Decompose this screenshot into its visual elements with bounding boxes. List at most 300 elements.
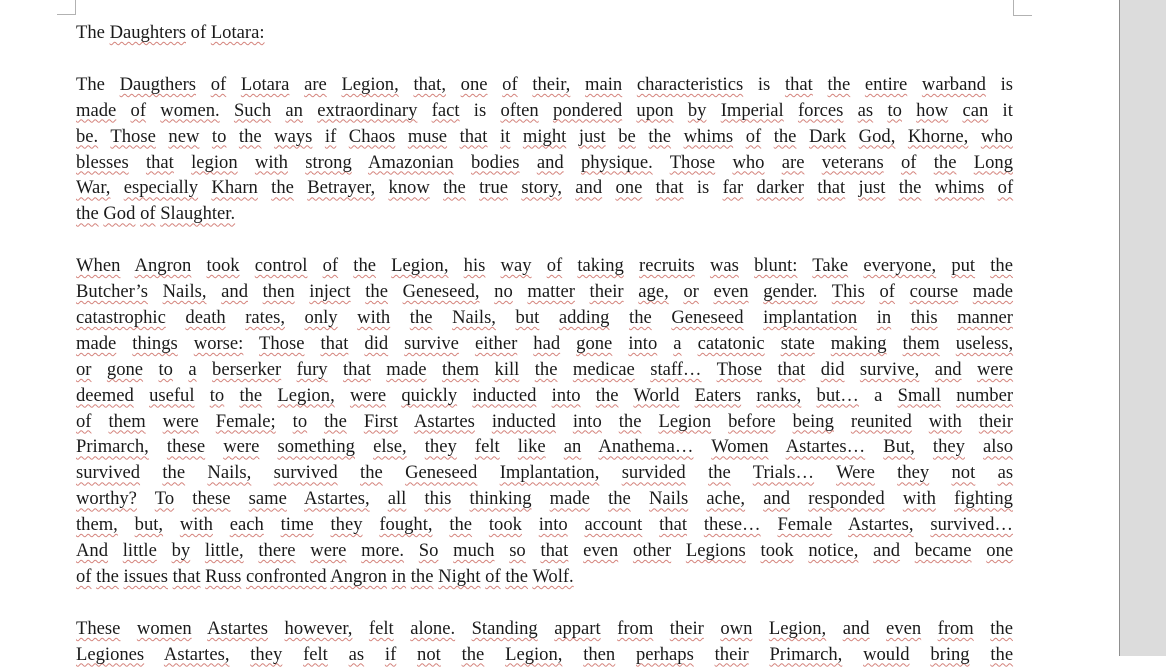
misspelled-word[interactable]: worthy?: [76, 488, 137, 510]
misspelled-word[interactable]: Angron: [330, 566, 387, 587]
misspelled-word[interactable]: Those: [669, 151, 716, 173]
misspelled-word[interactable]: that: [342, 358, 371, 380]
misspelled-word[interactable]: When: [76, 255, 121, 277]
misspelled-word[interactable]: felt: [303, 643, 328, 665]
word[interactable]: The: [76, 22, 105, 43]
misspelled-word[interactable]: survived: [76, 462, 141, 484]
misspelled-word[interactable]: who: [980, 125, 1013, 147]
word[interactable]: of: [190, 22, 207, 43]
misspelled-word[interactable]: they: [897, 462, 930, 484]
misspelled-word[interactable]: age,: [638, 281, 669, 303]
misspelled-word[interactable]: bring: [930, 643, 970, 665]
misspelled-word[interactable]: World: [633, 384, 680, 406]
misspelled-word[interactable]: know: [388, 177, 430, 199]
misspelled-word[interactable]: and: [873, 540, 901, 562]
misspelled-word[interactable]: became: [914, 540, 972, 562]
misspelled-word[interactable]: the: [990, 255, 1013, 277]
misspelled-word[interactable]: And: [76, 540, 109, 562]
misspelled-word[interactable]: Implantation,: [499, 462, 600, 484]
misspelled-word[interactable]: But,: [883, 436, 915, 458]
misspelled-word[interactable]: but,: [134, 514, 164, 536]
misspelled-word[interactable]: Legion,: [391, 255, 449, 277]
misspelled-word[interactable]: their: [714, 643, 749, 665]
misspelled-word[interactable]: with: [928, 410, 962, 432]
text-line[interactable]: [76, 616, 1013, 642]
misspelled-word[interactable]: extraordinary: [317, 99, 418, 121]
misspelled-word[interactable]: issues: [123, 566, 168, 587]
misspelled-word[interactable]: just: [578, 125, 606, 147]
misspelled-word[interactable]: as: [348, 643, 365, 665]
misspelled-word[interactable]: survive,: [859, 358, 920, 380]
misspelled-word[interactable]: this: [424, 488, 452, 510]
misspelled-word[interactable]: kill: [494, 358, 520, 380]
misspelled-word[interactable]: everyone,: [863, 255, 937, 277]
misspelled-word[interactable]: of: [322, 255, 339, 277]
misspelled-word[interactable]: survived…: [930, 514, 1014, 536]
misspelled-word[interactable]: way: [500, 255, 532, 277]
misspelled-word[interactable]: that: [777, 358, 806, 380]
misspelled-word[interactable]: notice,: [808, 540, 859, 562]
misspelled-word[interactable]: making: [830, 332, 887, 354]
misspelled-word[interactable]: the: [410, 566, 434, 587]
misspelled-word[interactable]: made: [386, 358, 427, 380]
misspelled-word[interactable]: them: [902, 332, 940, 354]
misspelled-word[interactable]: or: [683, 281, 699, 303]
misspelled-word[interactable]: Slaughter.: [160, 203, 236, 225]
misspelled-word[interactable]: Daughters: [109, 22, 186, 43]
misspelled-word[interactable]: gone: [106, 358, 144, 380]
misspelled-word[interactable]: gone: [576, 332, 613, 354]
misspelled-word[interactable]: of: [210, 73, 227, 95]
misspelled-word[interactable]: took: [206, 255, 240, 277]
misspelled-word[interactable]: their: [589, 281, 624, 303]
misspelled-word[interactable]: they: [932, 436, 965, 458]
misspelled-word[interactable]: in: [876, 306, 892, 328]
misspelled-word[interactable]: each: [229, 514, 264, 536]
document-heading[interactable]: [76, 20, 1013, 46]
misspelled-word[interactable]: with: [357, 306, 391, 328]
misspelled-word[interactable]: responded: [808, 488, 885, 510]
misspelled-word[interactable]: from: [937, 617, 974, 639]
misspelled-word[interactable]: who: [732, 151, 765, 173]
misspelled-word[interactable]: recruits: [639, 255, 695, 277]
misspelled-word[interactable]: These: [76, 617, 121, 639]
misspelled-word[interactable]: far: [722, 177, 744, 199]
misspelled-word[interactable]: Those: [259, 332, 305, 354]
misspelled-word[interactable]: might: [522, 125, 567, 147]
misspelled-word[interactable]: their: [978, 410, 1013, 432]
misspelled-word[interactable]: especially: [123, 177, 199, 199]
misspelled-word[interactable]: the: [648, 125, 672, 147]
misspelled-word[interactable]: This: [831, 281, 865, 303]
misspelled-word[interactable]: but: [515, 306, 540, 328]
misspelled-word[interactable]: Primarch,: [76, 436, 149, 458]
misspelled-word[interactable]: the: [96, 566, 119, 587]
misspelled-word[interactable]: the: [76, 203, 99, 225]
misspelled-word[interactable]: the: [324, 410, 347, 432]
misspelled-word[interactable]: often: [500, 99, 539, 121]
misspelled-word[interactable]: that: [459, 125, 488, 147]
misspelled-word[interactable]: being: [792, 410, 834, 432]
misspelled-word[interactable]: state: [780, 332, 815, 354]
misspelled-word[interactable]: Night: [438, 566, 481, 587]
misspelled-word[interactable]: upon: [636, 99, 674, 121]
misspelled-word[interactable]: strong: [305, 151, 352, 173]
misspelled-word[interactable]: into: [572, 410, 602, 432]
misspelled-word[interactable]: worse:: [193, 332, 244, 354]
misspelled-word[interactable]: the: [360, 462, 383, 484]
misspelled-word[interactable]: Nails,: [207, 462, 252, 484]
misspelled-word[interactable]: were: [223, 436, 260, 458]
misspelled-word[interactable]: Were: [836, 462, 875, 484]
misspelled-word[interactable]: that: [784, 73, 813, 95]
word[interactable]: is: [473, 99, 487, 121]
misspelled-word[interactable]: main: [585, 73, 623, 95]
text-line[interactable]: [76, 409, 1013, 435]
misspelled-word[interactable]: number: [956, 384, 1014, 406]
misspelled-word[interactable]: that: [655, 177, 684, 199]
misspelled-word[interactable]: forces: [797, 99, 844, 121]
misspelled-word[interactable]: and: [763, 488, 791, 510]
misspelled-word[interactable]: put: [951, 255, 976, 277]
misspelled-word[interactable]: of: [485, 566, 501, 587]
text-line[interactable]: [76, 434, 1013, 460]
misspelled-word[interactable]: Kharn: [211, 177, 258, 199]
misspelled-word[interactable]: Dark: [808, 125, 847, 147]
misspelled-word[interactable]: Legiones: [76, 643, 145, 665]
misspelled-word[interactable]: Lotara:: [210, 22, 265, 43]
misspelled-word[interactable]: berserker: [212, 358, 282, 380]
misspelled-word[interactable]: like: [517, 436, 546, 458]
misspelled-word[interactable]: these…: [703, 514, 761, 536]
misspelled-word[interactable]: made: [76, 332, 117, 354]
misspelled-word[interactable]: own: [720, 617, 753, 639]
misspelled-word[interactable]: made: [549, 488, 590, 510]
misspelled-word[interactable]: or: [76, 358, 92, 380]
misspelled-word[interactable]: did: [364, 332, 389, 354]
misspelled-word[interactable]: the: [898, 177, 922, 199]
misspelled-word[interactable]: it: [500, 125, 511, 147]
misspelled-word[interactable]: things: [132, 332, 178, 354]
misspelled-word[interactable]: the: [443, 177, 466, 199]
misspelled-word[interactable]: even: [886, 617, 922, 639]
misspelled-word[interactable]: confronted: [246, 566, 327, 587]
text-line[interactable]: [76, 357, 1013, 383]
misspelled-word[interactable]: the: [618, 410, 642, 432]
misspelled-word[interactable]: and: [221, 281, 248, 303]
misspelled-word[interactable]: Primarch,: [769, 643, 843, 665]
misspelled-word[interactable]: Legion: [658, 410, 712, 432]
text-line[interactable]: [76, 538, 1013, 564]
misspelled-word[interactable]: course: [909, 281, 959, 303]
misspelled-word[interactable]: medicae: [572, 358, 635, 380]
misspelled-word[interactable]: from: [617, 617, 654, 639]
misspelled-word[interactable]: inducted: [491, 410, 556, 432]
misspelled-word[interactable]: that: [659, 514, 688, 536]
word[interactable]: is: [1000, 73, 1014, 95]
misspelled-word[interactable]: Long: [973, 151, 1013, 173]
misspelled-word[interactable]: of: [879, 281, 895, 303]
text-line[interactable]: [76, 279, 1013, 305]
misspelled-word[interactable]: thinking: [469, 488, 532, 510]
misspelled-word[interactable]: legion: [191, 151, 238, 173]
misspelled-word[interactable]: inducted: [472, 384, 537, 406]
misspelled-word[interactable]: deemed: [76, 384, 134, 406]
misspelled-word[interactable]: however,: [284, 617, 353, 639]
misspelled-word[interactable]: useless,: [955, 332, 1014, 354]
misspelled-word[interactable]: staff…: [650, 358, 702, 380]
misspelled-word[interactable]: fought,: [379, 514, 433, 536]
misspelled-word[interactable]: that: [320, 332, 349, 354]
misspelled-word[interactable]: little: [122, 540, 157, 562]
misspelled-word[interactable]: Those: [716, 358, 763, 380]
misspelled-word[interactable]: and: [536, 151, 564, 173]
text-line[interactable]: [76, 383, 1013, 409]
misspelled-word[interactable]: the: [505, 566, 529, 587]
misspelled-word[interactable]: the: [162, 462, 186, 484]
misspelled-word[interactable]: Legion,: [277, 384, 335, 406]
misspelled-word[interactable]: fighting: [954, 488, 1013, 510]
misspelled-word[interactable]: into: [538, 514, 568, 536]
text-line[interactable]: [76, 305, 1013, 331]
misspelled-word[interactable]: if: [384, 643, 397, 665]
misspelled-word[interactable]: can: [962, 99, 989, 121]
misspelled-word[interactable]: new: [168, 125, 200, 147]
text-line[interactable]: [76, 512, 1013, 538]
misspelled-word[interactable]: and: [934, 358, 962, 380]
misspelled-word[interactable]: blesses: [76, 151, 129, 173]
misspelled-word[interactable]: ways: [274, 125, 313, 147]
misspelled-word[interactable]: with: [254, 151, 288, 173]
text-line[interactable]: [76, 486, 1013, 512]
misspelled-word[interactable]: by: [171, 540, 191, 562]
misspelled-word[interactable]: of: [900, 151, 917, 173]
misspelled-word[interactable]: with: [179, 514, 213, 536]
text-line[interactable]: [76, 642, 1013, 668]
misspelled-word[interactable]: same: [248, 488, 287, 510]
misspelled-word[interactable]: one: [986, 540, 1014, 562]
misspelled-word[interactable]: the: [365, 281, 388, 303]
misspelled-word[interactable]: entire: [864, 73, 908, 95]
misspelled-word[interactable]: they: [424, 436, 457, 458]
misspelled-word[interactable]: characteristics: [636, 73, 744, 95]
word[interactable]: a: [874, 384, 883, 406]
misspelled-word[interactable]: pondered: [552, 99, 623, 121]
misspelled-word[interactable]: Women: [711, 436, 769, 458]
misspelled-word[interactable]: even: [583, 540, 619, 562]
misspelled-word[interactable]: if: [324, 125, 337, 147]
misspelled-word[interactable]: did: [820, 358, 845, 380]
misspelled-word[interactable]: to: [209, 384, 225, 406]
misspelled-word[interactable]: catastrophic: [76, 306, 166, 328]
misspelled-word[interactable]: in: [391, 566, 407, 587]
misspelled-word[interactable]: also: [983, 436, 1013, 458]
misspelled-word[interactable]: survived: [273, 462, 338, 484]
misspelled-word[interactable]: Female: [777, 514, 833, 536]
misspelled-word[interactable]: the: [239, 384, 263, 406]
misspelled-word[interactable]: muse: [407, 125, 448, 147]
misspelled-word[interactable]: into: [551, 384, 581, 406]
text-line[interactable]: [76, 201, 1013, 227]
misspelled-word[interactable]: the: [271, 177, 294, 199]
misspelled-word[interactable]: women: [136, 617, 192, 639]
text-line[interactable]: [76, 124, 1013, 150]
misspelled-word[interactable]: of: [76, 566, 92, 587]
misspelled-word[interactable]: survided: [621, 462, 686, 484]
misspelled-word[interactable]: by: [687, 99, 707, 121]
misspelled-word[interactable]: but…: [816, 384, 859, 406]
misspelled-word[interactable]: would: [863, 643, 910, 665]
misspelled-word[interactable]: Small: [897, 384, 942, 406]
misspelled-word[interactable]: survive: [404, 332, 459, 354]
text-line[interactable]: [76, 98, 1013, 124]
misspelled-word[interactable]: of: [997, 177, 1014, 199]
misspelled-word[interactable]: fact: [431, 99, 460, 121]
misspelled-word[interactable]: his: [463, 255, 486, 277]
misspelled-word[interactable]: Nails: [648, 488, 689, 510]
misspelled-word[interactable]: made: [972, 281, 1014, 303]
misspelled-word[interactable]: the: [933, 151, 957, 173]
misspelled-word[interactable]: felt: [474, 436, 500, 458]
misspelled-word[interactable]: and: [575, 177, 603, 199]
misspelled-word[interactable]: Those: [110, 125, 156, 147]
misspelled-word[interactable]: this: [910, 306, 938, 328]
misspelled-word[interactable]: adding: [558, 306, 610, 328]
misspelled-word[interactable]: useful: [149, 384, 195, 406]
misspelled-word[interactable]: Wolf.: [532, 566, 574, 587]
misspelled-word[interactable]: as: [997, 462, 1014, 484]
misspelled-word[interactable]: of: [546, 255, 563, 277]
misspelled-word[interactable]: that: [145, 151, 174, 173]
misspelled-word[interactable]: gender.: [763, 281, 818, 303]
misspelled-word[interactable]: physique.: [580, 151, 653, 173]
text-line[interactable]: [76, 331, 1013, 357]
misspelled-word[interactable]: these: [192, 488, 231, 510]
misspelled-word[interactable]: only: [304, 306, 338, 328]
misspelled-word[interactable]: the: [990, 617, 1013, 639]
misspelled-word[interactable]: manner: [957, 306, 1013, 328]
misspelled-word[interactable]: were: [310, 540, 347, 562]
misspelled-word[interactable]: are: [781, 151, 805, 173]
misspelled-word[interactable]: little,: [204, 540, 244, 562]
misspelled-word[interactable]: the: [608, 488, 631, 510]
misspelled-word[interactable]: account: [584, 514, 643, 536]
misspelled-word[interactable]: appart: [554, 617, 601, 639]
misspelled-word[interactable]: implantation: [763, 306, 858, 328]
misspelled-word[interactable]: one: [615, 177, 643, 199]
misspelled-word[interactable]: Astartes,: [847, 514, 914, 536]
misspelled-word[interactable]: with: [902, 488, 936, 510]
misspelled-word[interactable]: a: [188, 358, 197, 380]
misspelled-word[interactable]: To: [154, 488, 175, 510]
misspelled-word[interactable]: them,: [76, 514, 118, 536]
text-line[interactable]: [76, 20, 1013, 46]
misspelled-word[interactable]: Betrayer,: [307, 177, 376, 199]
misspelled-word[interactable]: veterans: [821, 151, 884, 173]
misspelled-word[interactable]: the: [773, 125, 797, 147]
misspelled-word[interactable]: of: [502, 73, 518, 95]
misspelled-word[interactable]: Astartes,: [304, 488, 370, 510]
misspelled-word[interactable]: reunited: [850, 410, 912, 432]
misspelled-word[interactable]: matter: [527, 281, 575, 303]
misspelled-word[interactable]: either: [474, 332, 518, 354]
misspelled-word[interactable]: was: [709, 255, 739, 277]
misspelled-word[interactable]: else,: [373, 436, 407, 458]
misspelled-word[interactable]: an: [285, 99, 303, 121]
misspelled-word[interactable]: Nails,: [162, 281, 207, 303]
misspelled-word[interactable]: much: [453, 540, 495, 562]
misspelled-word[interactable]: not: [951, 462, 976, 484]
misspelled-word[interactable]: the: [708, 462, 731, 484]
misspelled-word[interactable]: War,: [76, 177, 111, 199]
misspelled-word[interactable]: God,: [858, 125, 896, 147]
misspelled-word[interactable]: inject: [309, 281, 351, 303]
misspelled-word[interactable]: of: [140, 203, 156, 225]
text-line[interactable]: [76, 72, 1013, 98]
misspelled-word[interactable]: that: [172, 566, 201, 587]
misspelled-word[interactable]: had: [533, 332, 561, 354]
misspelled-word[interactable]: were: [162, 410, 199, 432]
misspelled-word[interactable]: story,: [521, 177, 562, 199]
misspelled-word[interactable]: took: [760, 540, 794, 562]
misspelled-word[interactable]: alone.: [410, 617, 456, 639]
misspelled-word[interactable]: the: [238, 125, 262, 147]
misspelled-word[interactable]: to: [887, 99, 902, 121]
misspelled-word[interactable]: Russ: [205, 566, 242, 587]
misspelled-word[interactable]: Take: [812, 255, 849, 277]
misspelled-word[interactable]: true: [479, 177, 509, 199]
misspelled-word[interactable]: perhaps: [636, 643, 694, 665]
misspelled-word[interactable]: Legions: [685, 540, 746, 562]
misspelled-word[interactable]: women.: [160, 99, 220, 121]
misspelled-word[interactable]: Amazonian: [367, 151, 454, 173]
misspelled-word[interactable]: other: [632, 540, 672, 562]
misspelled-word[interactable]: Eaters: [694, 384, 742, 406]
misspelled-word[interactable]: a: [673, 332, 682, 354]
misspelled-word[interactable]: Astartes…: [785, 436, 866, 458]
misspelled-word[interactable]: that,: [413, 73, 446, 95]
misspelled-word[interactable]: quickly: [401, 384, 458, 406]
misspelled-word[interactable]: these: [166, 436, 206, 458]
misspelled-word[interactable]: the: [409, 306, 433, 328]
misspelled-word[interactable]: Anathema…: [598, 436, 694, 458]
text-line[interactable]: [76, 564, 1013, 590]
misspelled-word[interactable]: that: [540, 540, 569, 562]
misspelled-word[interactable]: fury: [296, 358, 328, 380]
misspelled-word[interactable]: felt: [368, 617, 394, 639]
text-line[interactable]: [76, 253, 1013, 279]
misspelled-word[interactable]: so: [509, 540, 526, 562]
misspelled-word[interactable]: God: [103, 203, 136, 225]
misspelled-word[interactable]: the: [990, 643, 1014, 665]
misspelled-word[interactable]: no: [494, 281, 513, 303]
paragraph[interactable]: [76, 72, 1013, 227]
misspelled-word[interactable]: just: [858, 177, 886, 199]
misspelled-word[interactable]: Daugthers: [119, 73, 197, 95]
text-line[interactable]: [76, 150, 1013, 176]
misspelled-word[interactable]: time: [280, 514, 314, 536]
misspelled-word[interactable]: Legion,: [768, 617, 827, 639]
misspelled-word[interactable]: to: [211, 125, 227, 147]
misspelled-word[interactable]: Khorne,: [907, 125, 969, 147]
paragraph[interactable]: [76, 253, 1013, 590]
misspelled-word[interactable]: to: [292, 410, 308, 432]
misspelled-word[interactable]: be: [618, 125, 636, 147]
misspelled-word[interactable]: rates,: [245, 306, 285, 328]
text-line[interactable]: [76, 460, 1013, 486]
misspelled-word[interactable]: blunt:: [754, 255, 798, 277]
misspelled-word[interactable]: their,: [532, 73, 571, 95]
